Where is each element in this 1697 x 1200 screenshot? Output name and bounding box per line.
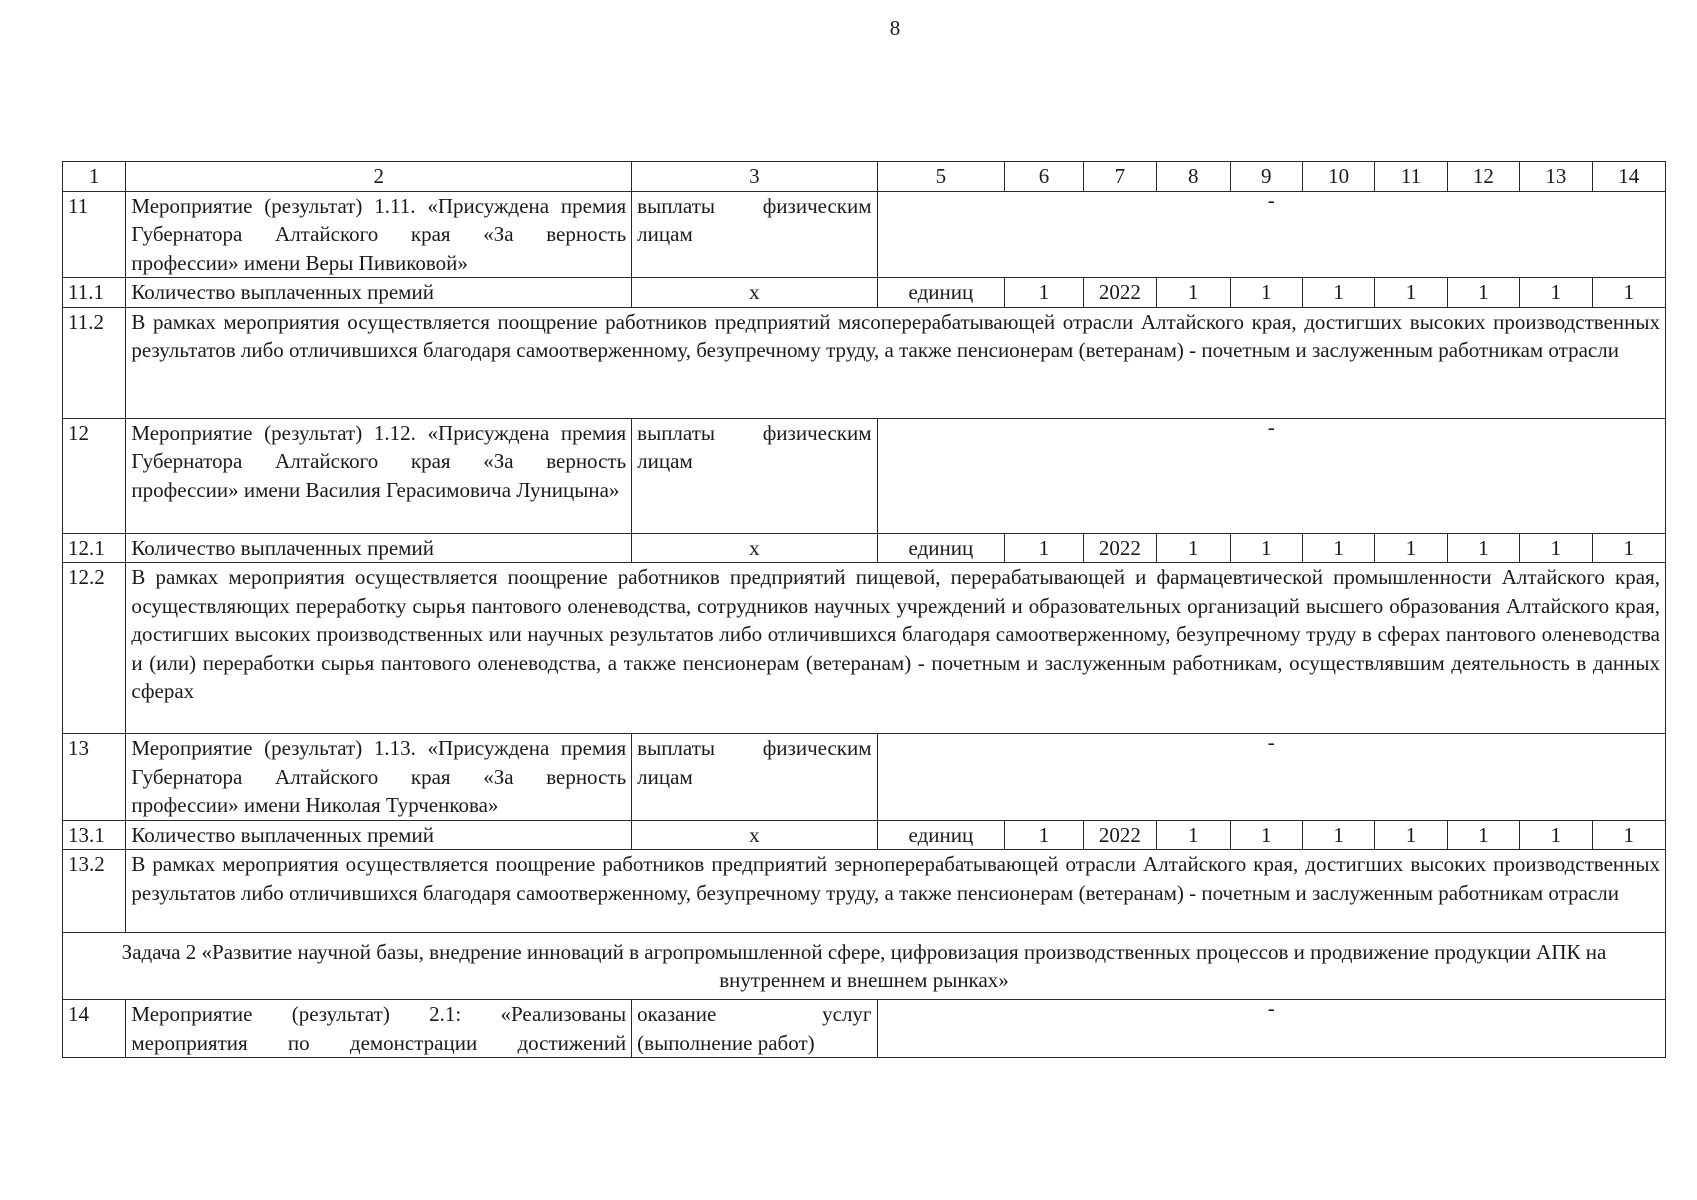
activity-name: Мероприятие (результат) 1.13. «Присуждена премия Губернатора Алтайского края «За верность профессии» имени Николая Турченкова» <box>126 734 632 821</box>
table-row <box>63 418 1666 533</box>
activity-type: выплаты физическим лицам <box>632 734 877 821</box>
value-cell: 1 <box>1157 533 1230 563</box>
unit-cell: единиц <box>877 278 1005 308</box>
table-row <box>63 563 1666 734</box>
description-cell: В рамках мероприятия осуществляется поощрение работников предприятий мясоперерабатывающей отрасли Алтайского края, достигших высоких производственных результатов либо отличившихся благодаря самоотверженному, безупречному труду, а также пенсионерам (ветеранам) - почетным и заслуженным работникам отрасли <box>126 307 1666 418</box>
description-cell: В рамках мероприятия осуществляется поощрение работников предприятий пищевой, перерабатывающей и фармацевтической промышленности Алтайского края, осуществляющих переработку сырья пантового оленеводства, сотрудников научных учреждений и образовательных организаций высшего образования Алтайского края, достигших высоких производственных или научных результатов либо отличившихся благодаря самоотверженному, безупречному труду в сферах пантового оленеводства и (или) переработки сырья пантового оленеводства, а также пенсионерам (ветеранам) - почетным и заслуженным работникам, осуществлявшим деятельность в данных сферах <box>126 563 1666 734</box>
unit-cell: единиц <box>877 820 1005 850</box>
value-cell: 1 <box>1375 820 1447 850</box>
row-number: 13.2 <box>63 850 126 933</box>
activity-type: оказание услуг (выполнение работ) <box>632 1000 877 1058</box>
value-cell: 1 <box>1230 278 1302 308</box>
value-cell: 1 <box>1520 820 1592 850</box>
activity-name: Мероприятие (результат) 2.1: «Реализованы мероприятия по демонстрации достижений <box>126 1000 632 1058</box>
header-cell: 11 <box>1375 162 1447 192</box>
value-cell: 1 <box>1157 278 1230 308</box>
row-number: 12.2 <box>63 563 126 734</box>
row-number: 11.2 <box>63 307 126 418</box>
header-cell: 7 <box>1083 162 1156 192</box>
value-cell: 1 <box>1302 820 1374 850</box>
value-cell: 1 <box>1375 533 1447 563</box>
indicator-name: Количество выплаченных премий <box>126 278 632 308</box>
value-cell: 1 <box>1592 278 1665 308</box>
value-cell: 1 <box>1302 533 1374 563</box>
page-number: 8 <box>889 16 901 40</box>
value-cell: 1 <box>1520 533 1592 563</box>
header-cell: 13 <box>1520 162 1592 192</box>
table-row <box>63 734 1666 821</box>
unit-cell: единиц <box>877 533 1005 563</box>
value-cell: 1 <box>1302 278 1374 308</box>
header-cell: 1 <box>63 162 126 192</box>
base-year: 2022 <box>1083 533 1156 563</box>
base-value: 1 <box>1005 278 1083 308</box>
value-cell: 1 <box>1230 820 1302 850</box>
value-cell: 1 <box>1592 820 1665 850</box>
activity-name: Мероприятие (результат) 1.12. «Присуждена премия Губернатора Алтайского края «За верность профессии» имени Василия Герасимовича Луницына» <box>126 418 632 533</box>
header-cell: 12 <box>1447 162 1519 192</box>
header-cell: 14 <box>1592 162 1665 192</box>
col3-value: х <box>632 533 877 563</box>
value-cell: 1 <box>1157 820 1230 850</box>
row-number: 12 <box>63 418 126 533</box>
col3-value: х <box>632 820 877 850</box>
header-cell: 3 <box>632 162 877 192</box>
base-year: 2022 <box>1083 820 1156 850</box>
header-cell: 10 <box>1302 162 1374 192</box>
base-value: 1 <box>1005 533 1083 563</box>
row-number: 13.1 <box>63 820 126 850</box>
col3-value: х <box>632 278 877 308</box>
value-cell: 1 <box>1592 533 1665 563</box>
table-row <box>63 307 1666 418</box>
indicator-name: Количество выплаченных премий <box>126 820 632 850</box>
row-number: 11 <box>63 191 126 278</box>
base-value: 1 <box>1005 820 1083 850</box>
activity-type: выплаты физическим лицам <box>632 191 877 278</box>
header-cell: 2 <box>126 162 632 192</box>
activity-name: Мероприятие (результат) 1.11. «Присуждена премия Губернатора Алтайского края «За верность профессии» имени Веры Пивиковой» <box>126 191 632 278</box>
task-heading: Задача 2 «Развитие научной базы, внедрение инноваций в агропромышленной сфере, цифровизация производственных процессов и продвижение продукции АПК на внутреннем и внешнем рынках» <box>63 933 1666 1000</box>
row-number: 13 <box>63 734 126 821</box>
header-row <box>63 162 1666 192</box>
header-cell: 9 <box>1230 162 1302 192</box>
row-number: 12.1 <box>63 533 126 563</box>
indicators-table <box>62 161 1666 1058</box>
dash-cell: - <box>877 418 1665 533</box>
header-cell: 8 <box>1157 162 1230 192</box>
header-cell: 6 <box>1005 162 1083 192</box>
value-cell: 1 <box>1230 533 1302 563</box>
row-number: 11.1 <box>63 278 126 308</box>
value-cell: 1 <box>1447 278 1519 308</box>
table-row <box>63 820 1666 850</box>
row-number: 14 <box>63 1000 126 1058</box>
value-cell: 1 <box>1520 278 1592 308</box>
dash-cell: - <box>877 734 1665 821</box>
dash-cell: - <box>877 191 1665 278</box>
table-row <box>63 278 1666 308</box>
table-row <box>63 850 1666 933</box>
table-row <box>63 533 1666 563</box>
value-cell: 1 <box>1375 278 1447 308</box>
activity-type: выплаты физическим лицам <box>632 418 877 533</box>
dash-cell: - <box>877 1000 1665 1058</box>
table-row <box>63 191 1666 278</box>
table-row <box>63 1000 1666 1058</box>
header-cell: 5 <box>877 162 1005 192</box>
table-row <box>63 933 1666 1000</box>
indicator-name: Количество выплаченных премий <box>126 533 632 563</box>
base-year: 2022 <box>1083 278 1156 308</box>
description-cell: В рамках мероприятия осуществляется поощрение работников предприятий зерноперерабатывающей отрасли Алтайского края, достигших высоких производственных результатов либо отличившихся благодаря самоотверженному, безупречному труду, а также пенсионерам (ветеранам) - почетным и заслуженным работникам отрасли <box>126 850 1666 933</box>
value-cell: 1 <box>1447 533 1519 563</box>
value-cell: 1 <box>1447 820 1519 850</box>
